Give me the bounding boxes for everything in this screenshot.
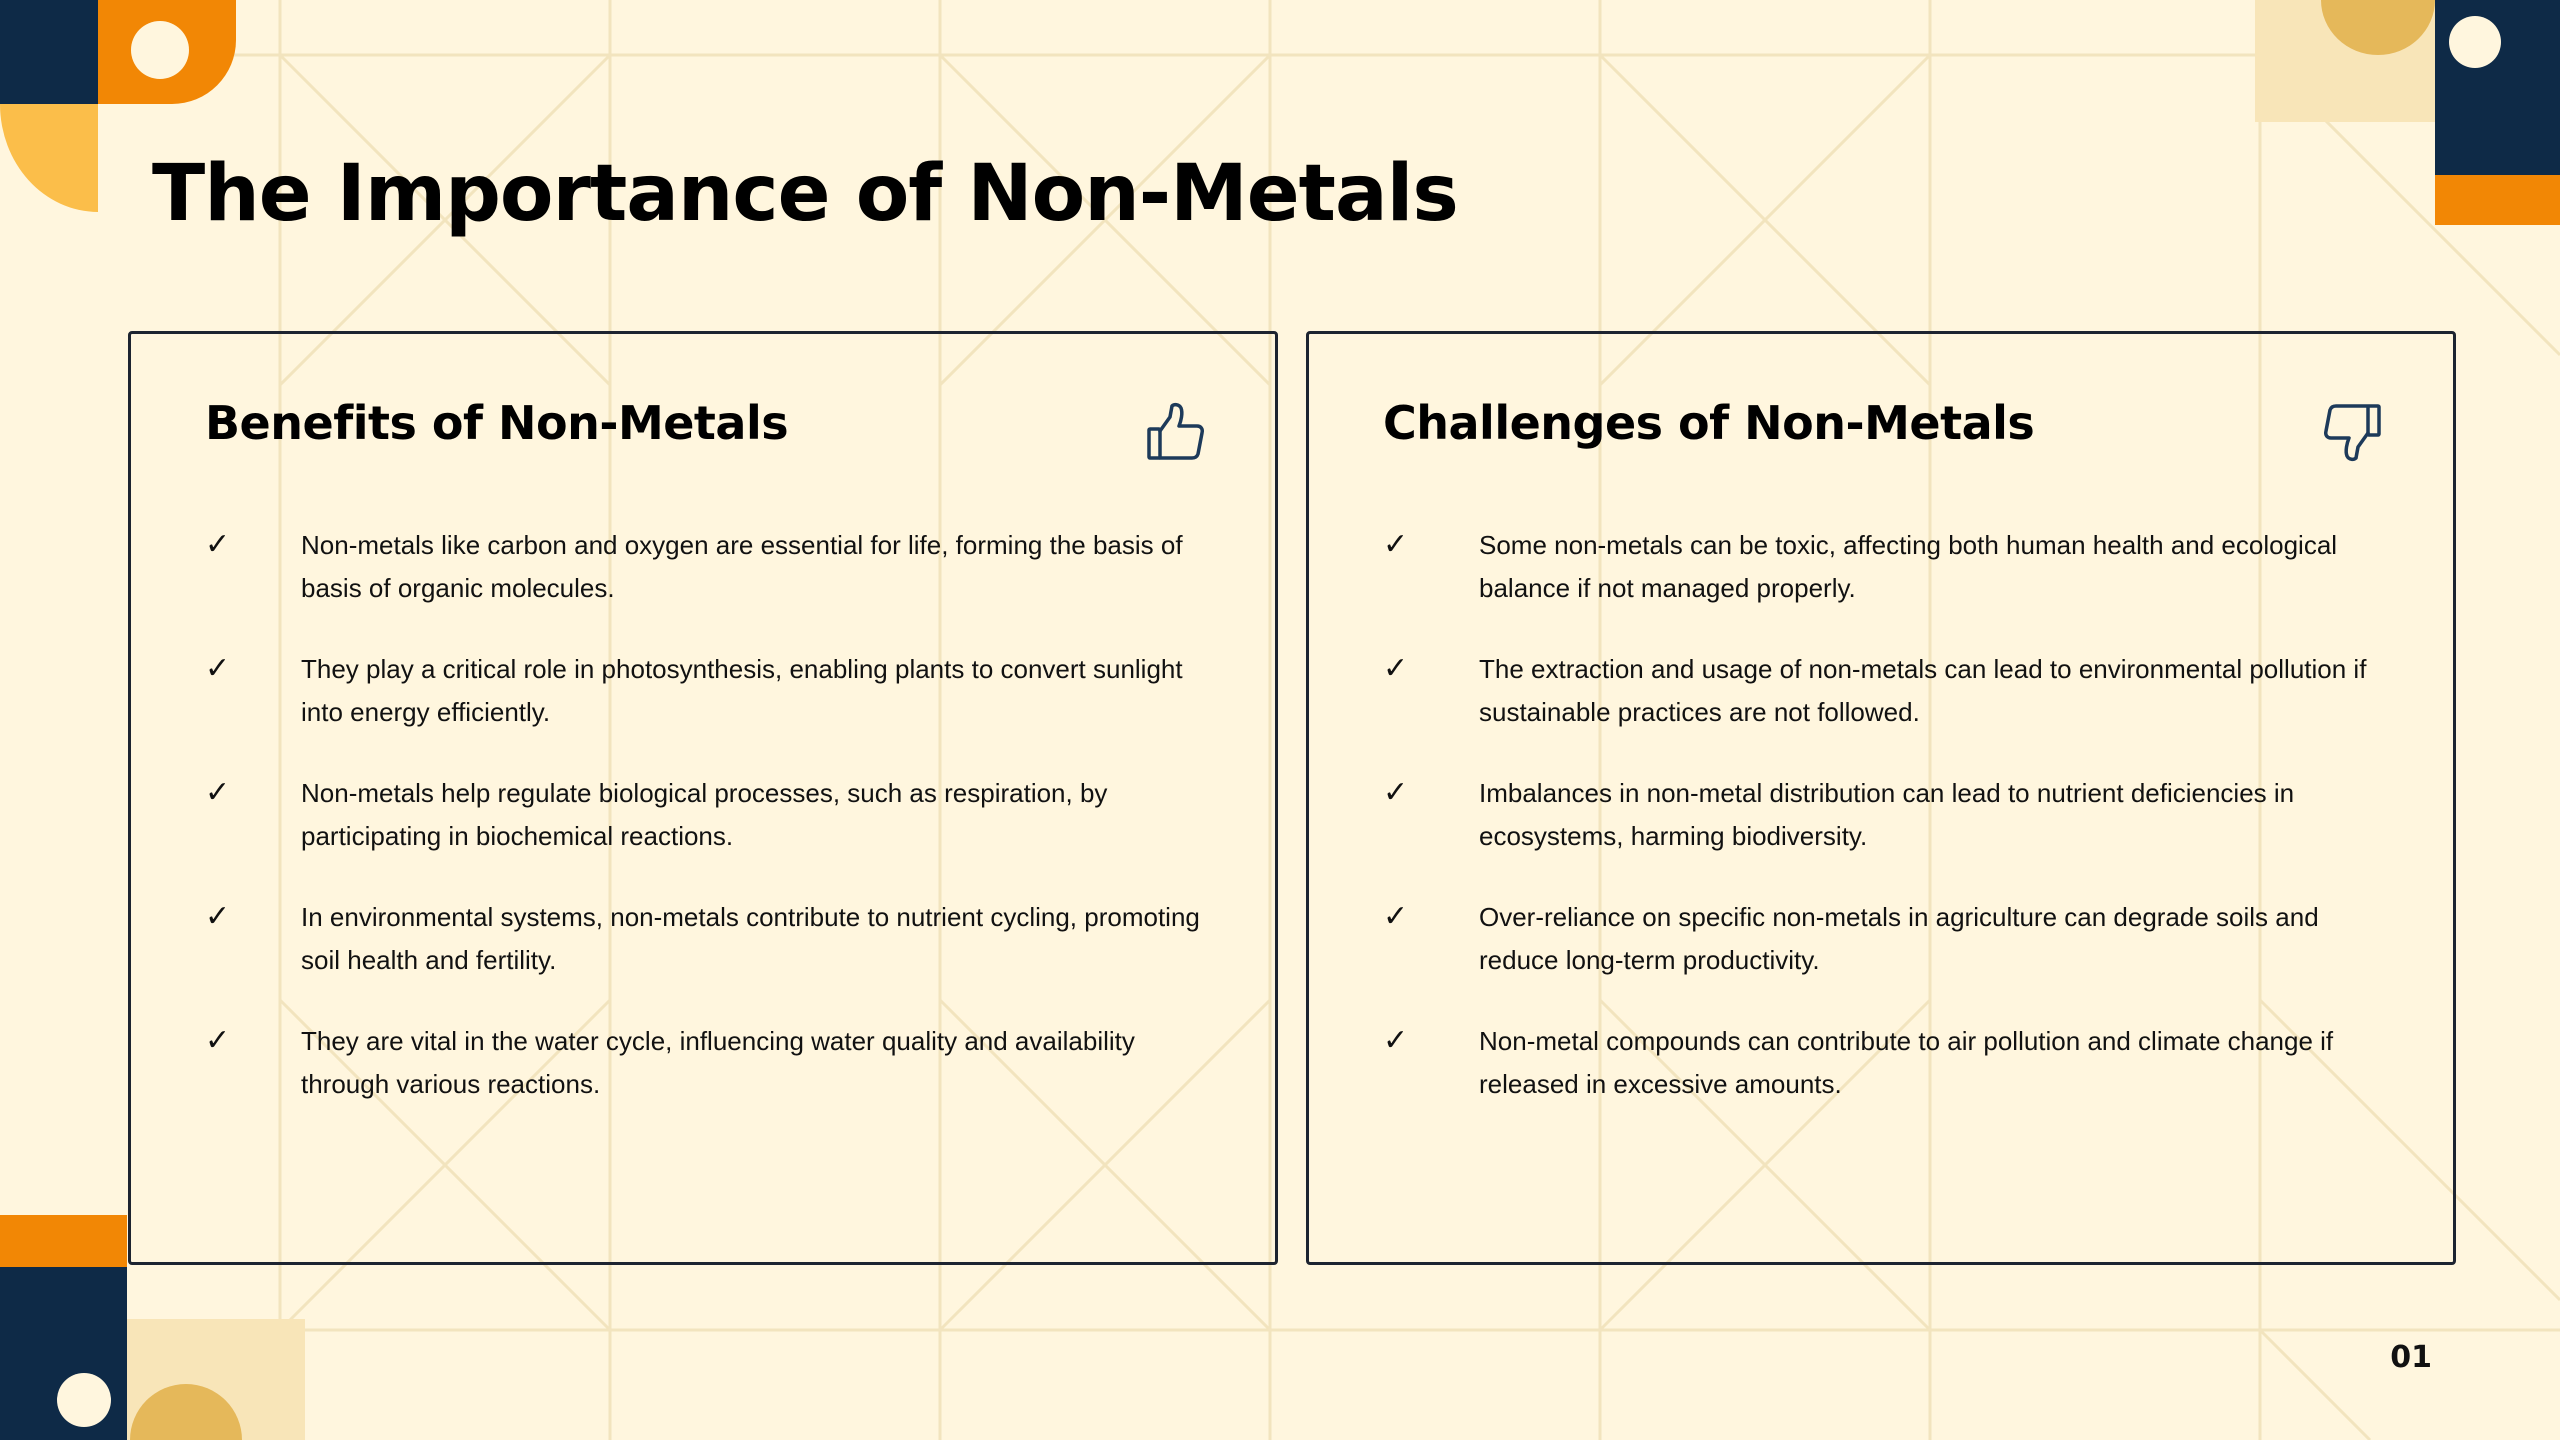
benefits-card	[128, 331, 1278, 1265]
list-item-text: The extraction and usage of non-metals can lead to environmental pollution if sustainable practices are not followed.	[1479, 654, 2367, 727]
list-item	[205, 648, 1205, 734]
list-item-text: In environmental systems, non-metals contribute to nutrient cycling, promoting soil health and fertility.	[301, 902, 1200, 975]
check-icon: ✓	[1383, 527, 1409, 562]
list-item	[1383, 772, 2383, 858]
check-icon: ✓	[205, 1023, 231, 1058]
check-icon: ✓	[1383, 1023, 1409, 1058]
benefits-title: Benefits of Non-Metals	[205, 396, 789, 450]
list-item	[205, 524, 1205, 610]
slide-title: The Importance of Non-Metals	[152, 149, 1458, 239]
list-item-text: Imbalances in non-metal distribution can lead to nutrient deficiencies in ecosystems, harming biodiversity.	[1479, 778, 2295, 851]
page-number: 01	[2390, 1340, 2432, 1375]
top-right-decoration	[2255, 0, 2560, 230]
check-icon: ✓	[1383, 775, 1409, 810]
list-item-text: They are vital in the water cycle, influencing water quality and availability through various reactions.	[301, 1026, 1135, 1099]
benefits-list	[205, 524, 1205, 1144]
challenges-title: Challenges of Non-Metals	[1383, 396, 2035, 450]
challenges-list	[1383, 524, 2383, 1144]
list-item-text: They play a critical role in photosynthesis, enabling plants to convert sunlight into energy efficiently.	[301, 654, 1183, 727]
list-item-text: Non-metals like carbon and oxygen are essential for life, forming the basis of basis of organic molecules.	[301, 530, 1183, 603]
list-item	[205, 772, 1205, 858]
check-icon: ✓	[205, 899, 231, 934]
list-item	[1383, 896, 2383, 982]
list-item	[1383, 1020, 2383, 1106]
check-icon: ✓	[1383, 651, 1409, 686]
list-item	[1383, 648, 2383, 734]
list-item	[205, 896, 1205, 982]
list-item-text: Non-metals help regulate biological processes, such as respiration, by participating in biochemical reactions.	[301, 778, 1108, 851]
list-item	[205, 1020, 1205, 1106]
check-icon: ✓	[205, 527, 231, 562]
thumbs-down-icon	[2321, 400, 2385, 464]
check-icon: ✓	[205, 651, 231, 686]
check-icon: ✓	[1383, 899, 1409, 934]
list-item	[1383, 524, 2383, 610]
list-item-text: Over-reliance on specific non-metals in agriculture can degrade soils and reduce long-term productivity.	[1479, 902, 2319, 975]
thumbs-up-icon	[1143, 400, 1207, 464]
list-item-text: Some non-metals can be toxic, affecting both human health and ecological balance if not managed properly.	[1479, 530, 2338, 603]
challenges-card	[1306, 331, 2456, 1265]
check-icon: ✓	[205, 775, 231, 810]
list-item-text: Non-metal compounds can contribute to air pollution and climate change if released in excessive amounts.	[1479, 1026, 2334, 1099]
